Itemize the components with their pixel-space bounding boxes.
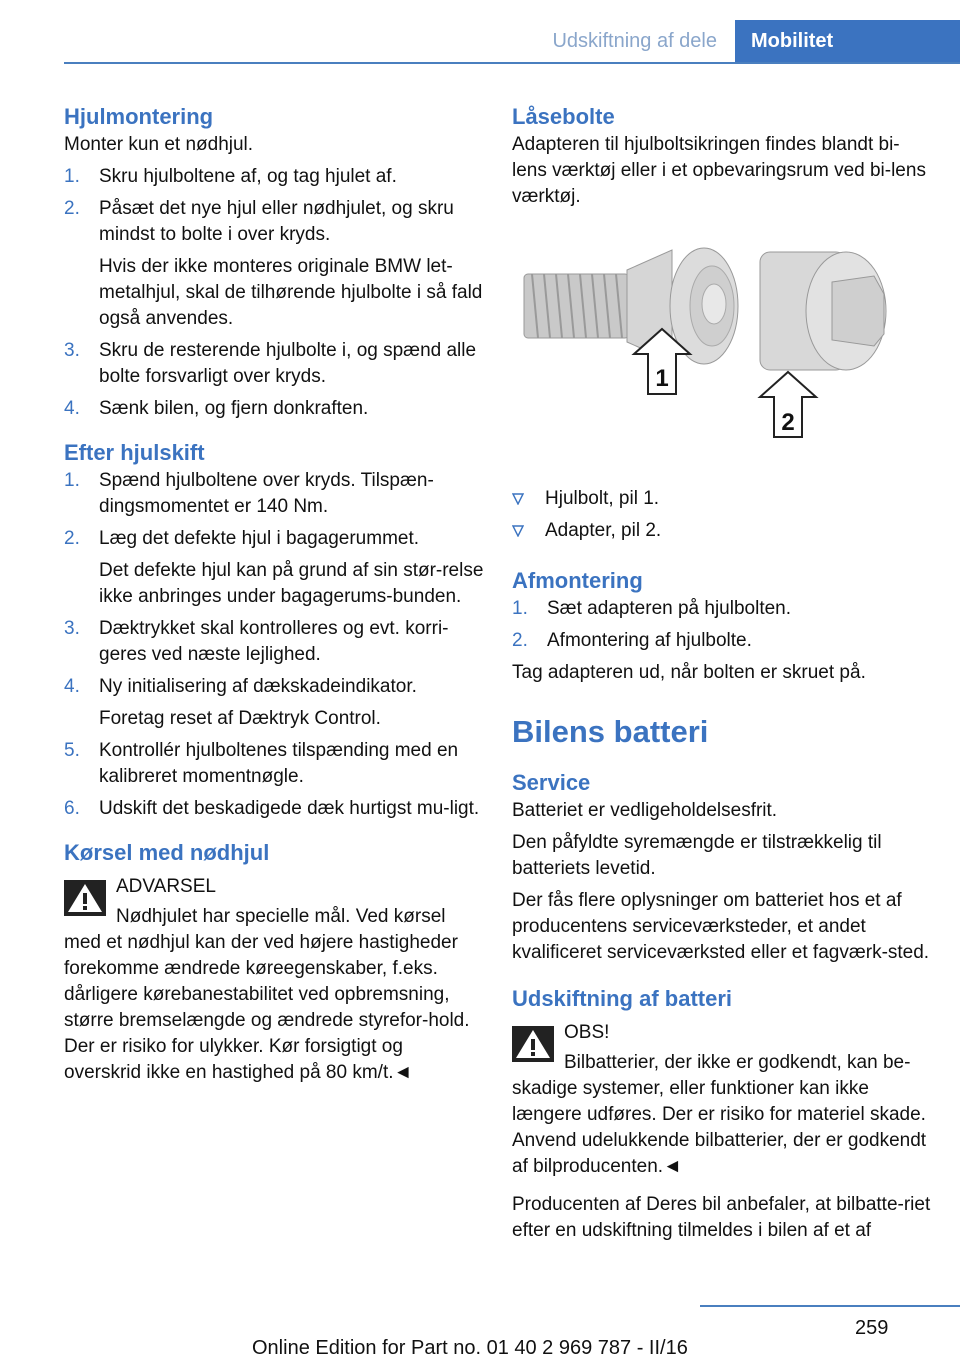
step-number: 3.: [64, 340, 80, 361]
paragraph: Den påfyldte syremængde er tilstrækkelig til batteriets levetid.: [512, 832, 882, 879]
step-text: Skru de resterende hjulbolte i, og spænd alle bolte forsvarligt over kryds.: [99, 340, 477, 387]
paragraph: Adapteren til hjulboltsikringen findes blandt bi‐lens værktøj eller i et opbevaringsrum ved bi‐lens værktøj.: [512, 134, 926, 207]
step-note: Foretag reset af Dæktryk Control.: [99, 708, 381, 729]
paragraph: Monter kun et nødhjul.: [64, 134, 254, 155]
step-number: 1.: [512, 598, 528, 619]
step-note: Det defekte hjul kan på grund af sin stør‐relse ikke anbringes under bagagerums‐bunden.: [99, 560, 484, 607]
warning-triangle-icon: [512, 1026, 554, 1062]
section-title: Udskiftning af dele: [552, 30, 717, 52]
paragraph: Der fås flere oplysninger om batteriet hos et af producentens serviceværksteder, et andet kvalificeret serviceværksted eller et fagværk‐sted.: [512, 890, 930, 963]
step-text: Skru hjulboltene af, og tag hjulet af.: [99, 166, 397, 187]
heading-bilens-batteri: Bilens batteri: [512, 714, 709, 749]
list-item: [64, 468, 484, 520]
warning-box: [64, 874, 484, 1086]
heading-afmontering: Afmontering: [512, 568, 643, 593]
bolt-thread: [524, 274, 629, 338]
page-header: [0, 0, 960, 66]
step-text: Spænd hjulboltene over kryds. Tilspæn‐dingsmomentet er 140 Nm.: [99, 470, 434, 517]
footer-rule: [700, 1305, 960, 1307]
adapter-key: [832, 276, 884, 346]
list-item: [64, 796, 484, 822]
list-item: [64, 738, 484, 790]
chapter-tab: Mobilitet: [735, 20, 960, 62]
warning-triangle-icon: [64, 880, 106, 916]
step-text: Kontrollér hjulboltenes tilspænding med en kalibreret momentnøgle.: [99, 740, 459, 787]
step-text: Afmontering af hjulbolte.: [547, 630, 752, 651]
header-rule: [64, 62, 960, 64]
figure-label-1: 1: [655, 365, 669, 392]
left-column: [64, 102, 484, 1092]
bolt-head-center: [702, 284, 726, 324]
step-text: Sæt adapteren på hjulbolten.: [547, 598, 792, 619]
step-number: 2.: [64, 198, 80, 219]
heading-efter-hjulskift: Efter hjulskift: [64, 440, 205, 465]
paragraph: Tag adapteren ud, når bolten er skruet på.: [512, 662, 866, 683]
triangle-bullet-icon: [512, 525, 524, 537]
step-number: 2.: [64, 528, 80, 549]
list-item: [64, 526, 484, 610]
list-item: [64, 674, 484, 732]
edition-note: Online Edition for Part no. 01 40 2 969 787 - II/16: [252, 1337, 688, 1359]
list-item: [64, 616, 484, 668]
step-text: Læg det defekte hjul i bagagerummet.: [99, 528, 420, 549]
list-item: [64, 396, 484, 422]
right-column: [512, 102, 932, 1250]
heading-koersel-med-noedhjul: Kørsel med nødhjul: [64, 840, 270, 865]
remove-steps-list: [512, 596, 932, 654]
step-number: 3.: [64, 618, 80, 639]
list-item: [64, 164, 484, 190]
notice-box: [512, 1020, 932, 1180]
bullet-text: Adapter, pil 2.: [545, 520, 662, 541]
warning-text: Nødhjulet har specielle mål. Ved kørsel med et nødhjul kan der ved højere hastigheder forekomme ændrede køreegenskaber, f.eks. dårligere kørebanestabilitet ved opbremsning, større bremselængde og ændrede styrefor‐hold. Der er risiko for ulykker. Kør forsigtigt og overskrid ikke en hastighed på 80 km/t.◄: [64, 906, 470, 1083]
step-number: 4.: [64, 676, 80, 697]
step-number: 6.: [64, 798, 80, 819]
lock-bolt-figure: [512, 234, 932, 464]
list-item: [512, 628, 932, 654]
list-item: [512, 486, 932, 512]
step-text: Dæktrykket skal kontrolleres og evt. korri‐geres ved næste lejlighed.: [99, 618, 449, 665]
warning-title: ADVARSEL: [116, 876, 216, 897]
step-number: 4.: [64, 398, 80, 419]
step-number: 1.: [64, 470, 80, 491]
page-number: 259: [855, 1317, 889, 1339]
heading-udskiftning-af-batteri: Udskiftning af batteri: [512, 986, 733, 1011]
heading-service: Service: [512, 770, 591, 795]
step-number: 2.: [512, 630, 528, 651]
after-steps-list: [64, 468, 484, 822]
heading-laasebolte: Låsebolte: [512, 104, 615, 129]
list-item: [512, 518, 932, 544]
heading-hjulmontering: Hjulmontering: [64, 104, 214, 129]
paragraph: Producenten af Deres bil anbefaler, at bilbatte‐riet efter en udskiftning tilmeldes i bilen af et af: [512, 1194, 931, 1241]
bullet-text: Hjulbolt, pil 1.: [545, 488, 660, 509]
notice-title: OBS!: [564, 1022, 610, 1043]
mount-steps-list: [64, 164, 484, 422]
step-text: Udskift det beskadigede dæk hurtigst mu‐ligt.: [99, 798, 480, 819]
list-item: [64, 196, 484, 332]
list-item: [512, 596, 932, 622]
step-text: Påsæt det nye hjul eller nødhjulet, og skru mindst to bolte i over kryds.: [99, 198, 454, 245]
triangle-bullet-icon: [512, 493, 524, 505]
list-item: [64, 338, 484, 390]
step-number: 1.: [64, 166, 80, 187]
step-text: Ny initialisering af dækskadeindikator.: [99, 676, 417, 697]
paragraph: Batteriet er vedligeholdelsesfrit.: [512, 800, 778, 821]
step-text: Sænk bilen, og fjern donkraften.: [99, 398, 369, 419]
notice-text: Bilbatterier, der ikke er godkendt, kan be‐skadige systemer, eller funktioner kan ikke længere udføres. Der er risiko for materiel skade. Anvend udelukkende bilbatterier, der er godkendt af bilproducenten.◄: [512, 1052, 927, 1177]
step-note: Hvis der ikke monteres originale BMW let‐metalhjul, skal de tilhørende hjulbolte i så fald også anvendes.: [99, 256, 483, 329]
figure-label-2: 2: [781, 409, 795, 436]
bullet-list: [512, 486, 932, 544]
step-number: 5.: [64, 740, 80, 761]
